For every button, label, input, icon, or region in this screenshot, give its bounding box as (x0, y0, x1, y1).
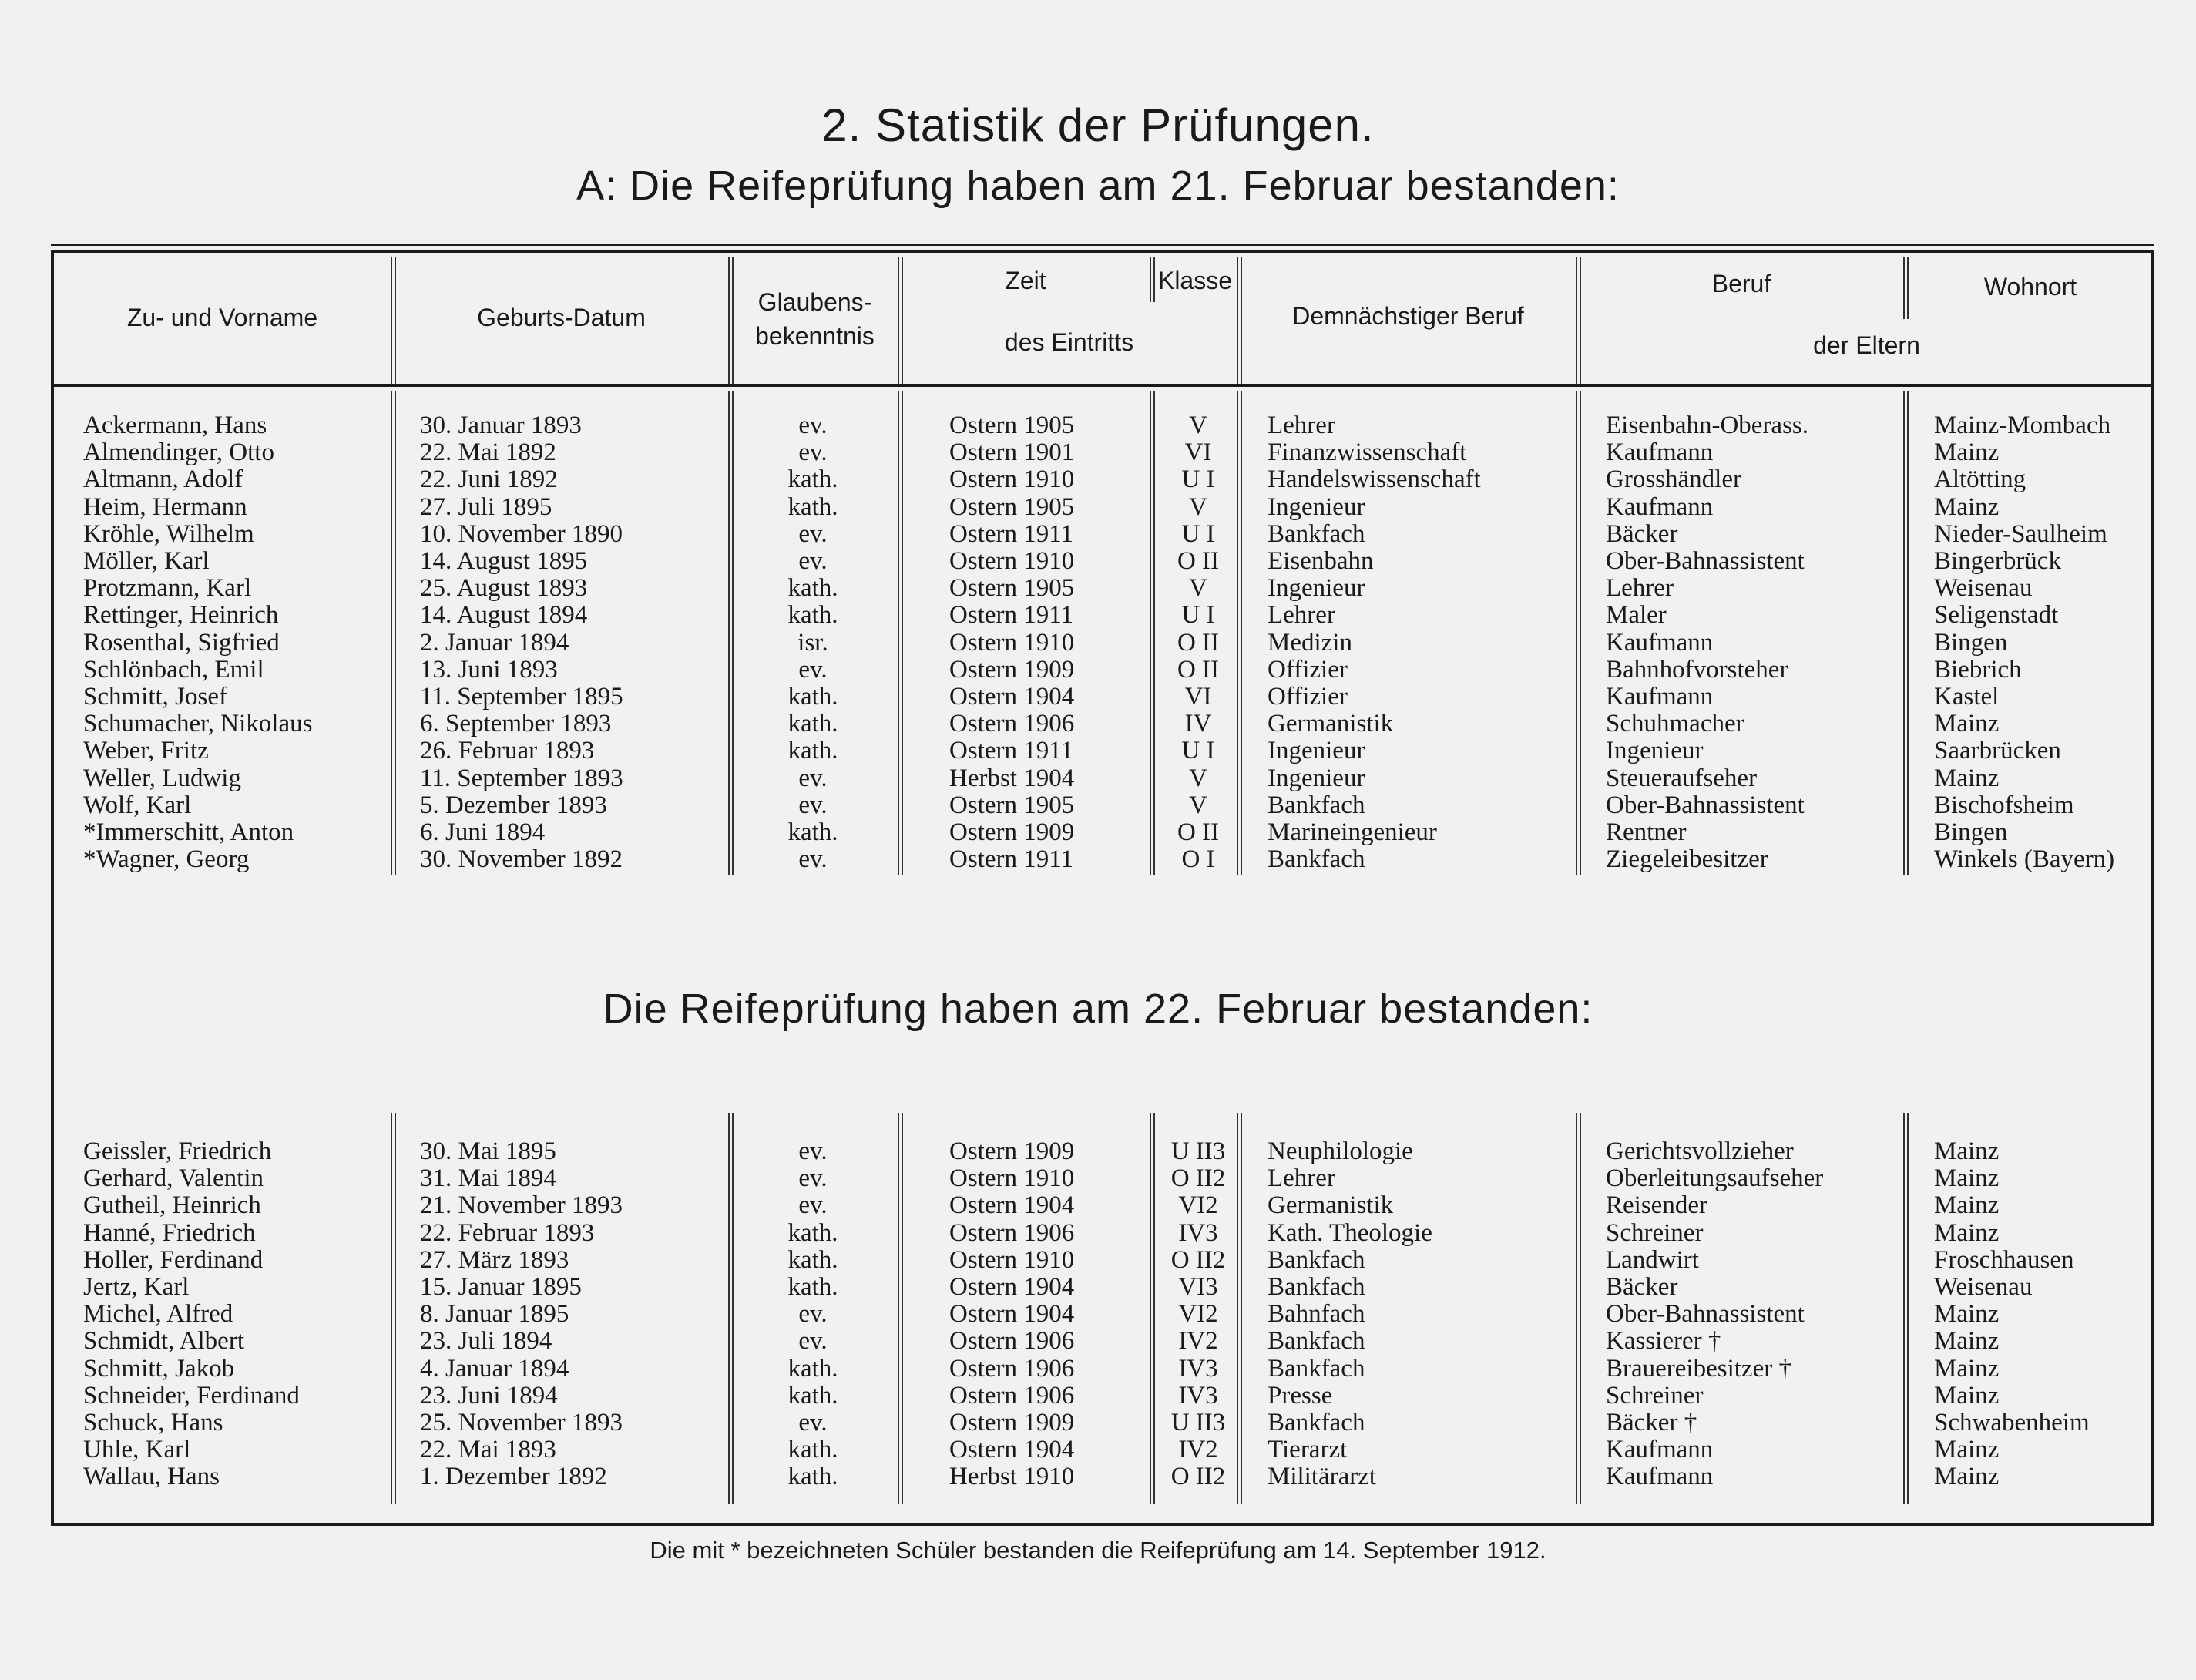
student-name: Wallau, Hans (83, 1463, 220, 1491)
table-row (0, 466, 2196, 493)
entry-time: Ostern 1906 (949, 1354, 1075, 1383)
birth-date: 27. März 1893 (420, 1245, 569, 1274)
residence: Biebrich (1934, 655, 2022, 684)
religion: kath. (787, 465, 838, 494)
header-religion-2: bekenntnis (755, 322, 875, 350)
student-name: Gerhard, Valentin (83, 1164, 264, 1193)
residence: Mainz (1934, 492, 2000, 521)
entry-time: Ostern 1911 (949, 737, 1074, 765)
table-row (0, 1383, 2196, 1410)
parent-profession: Maler (1606, 601, 1667, 630)
religion: ev. (798, 1164, 828, 1193)
birth-date: 25. November 1893 (420, 1409, 623, 1436)
parent-profession: Oberleitungsaufseher (1606, 1164, 1824, 1193)
parent-profession: Kaufmann (1606, 628, 1714, 657)
table-row (0, 1328, 2196, 1355)
student-name: *Wagner, Georg (83, 845, 250, 874)
entry-time: Herbst 1904 (949, 764, 1075, 792)
student-name: *Immerschitt, Anton (83, 818, 294, 846)
parent-profession: Steueraufseher (1606, 764, 1758, 792)
header-name: Zu- und Vorname (126, 304, 318, 331)
birth-date: 6. September 1893 (420, 710, 612, 738)
entry-time: Ostern 1910 (949, 1164, 1075, 1193)
future-profession: Lehrer (1268, 601, 1335, 630)
table-row (0, 1192, 2196, 1219)
future-profession: Handelswissenschaft (1268, 465, 1481, 494)
birth-date: 10. November 1890 (420, 519, 623, 548)
birth-date: 23. Juli 1894 (420, 1327, 552, 1356)
residence: Mainz (1934, 438, 2000, 467)
future-profession: Ingenieur (1268, 574, 1365, 603)
future-profession: Offizier (1268, 683, 1348, 711)
entry-class: V (1189, 412, 1207, 439)
residence: Mainz (1934, 1218, 2000, 1247)
entry-time: Ostern 1905 (949, 791, 1075, 819)
future-profession: Finanzwissenschaft (1268, 438, 1467, 467)
student-name: Rettinger, Heinrich (83, 601, 279, 630)
page-heading: 2. Statistik der Prüfungen. (821, 99, 1375, 151)
table-row (0, 602, 2196, 629)
religion: ev. (798, 791, 828, 819)
entry-class: V (1189, 764, 1207, 792)
religion: kath. (787, 710, 838, 738)
parent-profession: Lehrer (1606, 574, 1674, 603)
header-entry: des Eintritts (1004, 328, 1134, 356)
parent-profession: Brauereibesitzer † (1606, 1354, 1791, 1383)
parent-profession: Reisender (1606, 1191, 1707, 1220)
entry-time: Ostern 1910 (949, 1245, 1075, 1274)
birth-date: 15. Januar 1895 (420, 1273, 582, 1301)
entry-class: VI (1184, 438, 1212, 467)
entry-time: Ostern 1910 (949, 628, 1075, 657)
future-profession: Bankfach (1268, 1354, 1365, 1383)
parent-profession: Kaufmann (1606, 1463, 1714, 1491)
future-profession: Eisenbahn (1268, 547, 1374, 575)
residence: Mainz-Mombach (1934, 412, 2111, 439)
religion: ev. (798, 1191, 828, 1220)
student-name: Almendinger, Otto (83, 438, 274, 467)
table-row (0, 765, 2196, 792)
birth-date: 8. Januar 1895 (420, 1300, 569, 1329)
birth-date: 11. September 1895 (420, 683, 623, 711)
entry-time: Ostern 1904 (949, 1273, 1075, 1301)
residence: Kastel (1934, 683, 2000, 711)
residence: Mainz (1934, 710, 2000, 738)
table-row (0, 412, 2196, 439)
residence: Altötting (1934, 465, 2026, 494)
parent-profession: Schreiner (1606, 1218, 1704, 1247)
religion: kath. (787, 818, 838, 846)
entry-class: IV2 (1178, 1436, 1218, 1464)
future-profession: Bankfach (1268, 845, 1365, 874)
entry-time: Ostern 1910 (949, 465, 1075, 494)
table-row (0, 1165, 2196, 1192)
entry-time: Ostern 1911 (949, 845, 1074, 874)
entry-class: IV3 (1178, 1381, 1218, 1410)
residence: Mainz (1934, 764, 2000, 792)
student-name: Schumacher, Nikolaus (83, 710, 313, 738)
birth-date: 30. Januar 1893 (420, 412, 582, 439)
table-row (0, 738, 2196, 764)
entry-class: VI3 (1178, 1273, 1218, 1301)
table-row (0, 494, 2196, 521)
residence: Bischofsheim (1934, 791, 2074, 819)
entry-class: O II2 (1170, 1463, 1226, 1491)
entry-class: V (1189, 492, 1207, 521)
entry-class: VI (1184, 683, 1212, 711)
birth-date: 22. Februar 1893 (420, 1218, 595, 1247)
residence: Bingerbrück (1934, 547, 2061, 575)
birth-date: 1. Dezember 1892 (420, 1463, 607, 1491)
student-name: Rosenthal, Sigfried (83, 628, 280, 657)
religion: kath. (787, 492, 838, 521)
birth-date: 22. Juni 1892 (420, 465, 558, 494)
parent-profession: Ingenieur (1606, 737, 1704, 765)
residence: Seligenstadt (1934, 601, 2059, 630)
entry-time: Ostern 1909 (949, 818, 1075, 846)
student-name: Altmann, Adolf (83, 465, 243, 494)
section-b-title: Die Reifeprüfung haben am 22. Februar bestanden: (603, 986, 1593, 1032)
entry-time: Ostern 1911 (949, 601, 1074, 630)
entry-time: Ostern 1906 (949, 1327, 1075, 1356)
header-parent-job: Beruf (1711, 270, 1771, 297)
entry-time: Ostern 1910 (949, 547, 1075, 575)
header-time: Zeit (1005, 267, 1046, 294)
religion: kath. (787, 1463, 838, 1491)
table-row (0, 657, 2196, 684)
residence: Winkels (Bayern) (1934, 845, 2115, 874)
residence: Mainz (1934, 1463, 2000, 1491)
entry-class: VI2 (1178, 1191, 1218, 1220)
entry-class: IV3 (1178, 1218, 1218, 1247)
entry-time: Ostern 1904 (949, 1436, 1075, 1464)
future-profession: Offizier (1268, 655, 1348, 684)
student-name: Möller, Karl (83, 547, 210, 575)
birth-date: 11. September 1893 (420, 764, 623, 792)
future-profession: Germanistik (1268, 710, 1394, 738)
religion: ev. (798, 655, 828, 684)
residence: Saarbrücken (1934, 737, 2061, 765)
table-row (0, 439, 2196, 466)
birth-date: 14. August 1894 (420, 601, 588, 630)
entry-class: IV3 (1178, 1354, 1218, 1383)
entry-time: Ostern 1905 (949, 412, 1075, 439)
religion: kath. (787, 1273, 838, 1301)
religion: kath. (787, 1381, 838, 1410)
entry-class: U I (1181, 465, 1215, 494)
table-row (0, 1220, 2196, 1247)
future-profession: Ingenieur (1268, 764, 1365, 792)
residence: Schwabenheim (1934, 1409, 2090, 1436)
religion: ev. (798, 845, 828, 874)
religion: ev. (798, 1327, 828, 1356)
future-profession: Bankfach (1268, 1273, 1365, 1301)
header-class: Klasse (1157, 267, 1233, 294)
student-name: Schlönbach, Emil (83, 655, 264, 684)
entry-class: U I (1181, 519, 1215, 548)
table-row (0, 548, 2196, 575)
future-profession: Bankfach (1268, 519, 1365, 548)
birth-date: 5. Dezember 1893 (420, 791, 607, 819)
future-profession: Lehrer (1268, 412, 1335, 439)
residence: Bingen (1934, 818, 2008, 846)
religion: ev. (798, 1137, 828, 1165)
parent-profession: Ober-Bahnassistent (1606, 547, 1805, 575)
religion: kath. (787, 1354, 838, 1383)
religion: ev. (798, 547, 828, 575)
residence: Weisenau (1934, 574, 2033, 603)
entry-time: Ostern 1906 (949, 1381, 1075, 1410)
table-row (0, 1247, 2196, 1274)
future-profession: Marineingenieur (1268, 818, 1437, 846)
entry-class: V (1189, 791, 1207, 819)
parent-profession: Grosshändler (1606, 465, 1741, 494)
future-profession: Bankfach (1268, 1245, 1365, 1274)
birth-date: 14. August 1895 (420, 547, 588, 575)
table-row (0, 819, 2196, 846)
entry-class: O I (1181, 845, 1215, 874)
future-profession: Kath. Theologie (1268, 1218, 1432, 1247)
parent-profession: Bäcker (1606, 519, 1678, 548)
religion: ev. (798, 764, 828, 792)
entry-time: Ostern 1905 (949, 574, 1075, 603)
entry-class: O II (1177, 547, 1220, 575)
parent-profession: Bahnhofvorsteher (1606, 655, 1788, 684)
footnote: Die mit * bezeichneten Schüler bestanden die Reifeprüfung am 14. September 1912. (650, 1537, 1546, 1564)
religion: ev. (798, 1300, 828, 1329)
birth-date: 2. Januar 1894 (420, 628, 569, 657)
entry-class: O II2 (1170, 1164, 1226, 1193)
student-name: Weller, Ludwig (83, 764, 241, 792)
parent-profession: Landwirt (1606, 1245, 1699, 1274)
parent-profession: Eisenbahn-Oberass. (1606, 412, 1809, 439)
entry-time: Ostern 1906 (949, 710, 1075, 738)
entry-class: IV (1184, 710, 1212, 738)
entry-class: O II (1177, 628, 1220, 657)
residence: Mainz (1934, 1327, 2000, 1356)
entry-class: V (1189, 574, 1207, 603)
table-row (0, 684, 2196, 711)
future-profession: Ingenieur (1268, 737, 1365, 765)
entry-time: Ostern 1906 (949, 1218, 1075, 1247)
header-bottom-rule (54, 384, 2151, 387)
birth-date: 25. August 1893 (420, 574, 588, 603)
entry-class: U I (1181, 737, 1215, 765)
future-profession: Medizin (1268, 628, 1352, 657)
future-profession: Bankfach (1268, 1327, 1365, 1356)
future-profession: Presse (1268, 1381, 1333, 1410)
residence: Mainz (1934, 1300, 2000, 1329)
entry-time: Ostern 1911 (949, 519, 1074, 548)
birth-date: 4. Januar 1894 (420, 1354, 569, 1383)
entry-class: U I (1181, 601, 1215, 630)
entry-time: Ostern 1904 (949, 683, 1075, 711)
table-row (0, 1410, 2196, 1436)
student-name: Ackermann, Hans (83, 412, 267, 439)
birth-date: 30. Mai 1895 (420, 1137, 556, 1165)
entry-class: O II (1177, 655, 1220, 684)
header-residence: Wohnort (1983, 273, 2077, 301)
future-profession: Bankfach (1268, 791, 1365, 819)
entry-class: O II (1177, 818, 1220, 846)
table-row (0, 1301, 2196, 1328)
student-name: Hanné, Friedrich (83, 1218, 256, 1247)
parent-profession: Kassierer † (1606, 1327, 1721, 1356)
entry-class: VI2 (1178, 1300, 1218, 1329)
parent-profession: Gerichtsvollzieher (1606, 1137, 1794, 1165)
birth-date: 23. Juni 1894 (420, 1381, 558, 1410)
entry-class: IV2 (1178, 1327, 1218, 1356)
religion: ev. (798, 438, 828, 467)
parent-profession: Kaufmann (1606, 683, 1714, 711)
student-name: Kröhle, Wilhelm (83, 519, 254, 548)
student-name: Schneider, Ferdinand (83, 1381, 300, 1410)
entry-time: Herbst 1910 (949, 1463, 1075, 1491)
religion: kath. (787, 1218, 838, 1247)
parent-profession: Bäcker † (1606, 1409, 1697, 1436)
entry-time: Ostern 1904 (949, 1191, 1075, 1220)
birth-date: 27. Juli 1895 (420, 492, 552, 521)
parent-profession: Ziegeleibesitzer (1606, 845, 1768, 874)
table-row (0, 1274, 2196, 1301)
birth-date: 6. Juni 1894 (420, 818, 546, 846)
entry-time: Ostern 1904 (949, 1300, 1075, 1329)
entry-class: U II3 (1170, 1137, 1226, 1165)
entry-time: Ostern 1901 (949, 438, 1075, 467)
parent-profession: Schreiner (1606, 1381, 1704, 1410)
student-name: Protzmann, Karl (83, 574, 252, 603)
table-row (0, 521, 2196, 548)
birth-date: 30. November 1892 (420, 845, 623, 874)
residence: Mainz (1934, 1354, 2000, 1383)
future-profession: Ingenieur (1268, 492, 1365, 521)
student-name: Schuck, Hans (83, 1409, 223, 1436)
religion: ev. (798, 519, 828, 548)
table-row (0, 1463, 2196, 1490)
birth-date: 21. November 1893 (420, 1191, 623, 1220)
future-profession: Germanistik (1268, 1191, 1394, 1220)
religion: kath. (787, 683, 838, 711)
residence: Bingen (1934, 628, 2008, 657)
student-name: Wolf, Karl (83, 791, 192, 819)
student-name: Uhle, Karl (83, 1436, 191, 1464)
entry-time: Ostern 1905 (949, 492, 1075, 521)
table-row (0, 846, 2196, 873)
birth-date: 31. Mai 1894 (420, 1164, 556, 1193)
entry-time: Ostern 1909 (949, 1409, 1075, 1436)
residence: Mainz (1934, 1381, 2000, 1410)
religion: kath. (787, 601, 838, 630)
parent-profession: Rentner (1606, 818, 1687, 846)
entry-class: U II3 (1170, 1409, 1226, 1436)
student-name: Weber, Fritz (83, 737, 209, 765)
future-profession: Bahnfach (1268, 1300, 1365, 1329)
student-name: Geissler, Friedrich (83, 1137, 272, 1165)
residence: Froschhausen (1934, 1245, 2074, 1274)
religion: ev. (798, 412, 828, 439)
table-top-rule (51, 244, 2154, 246)
table-row (0, 1436, 2196, 1463)
religion: ev. (798, 1409, 828, 1436)
parent-profession: Bäcker (1606, 1273, 1678, 1301)
header-religion-1: Glaubens- (757, 288, 872, 316)
table-row (0, 1138, 2196, 1165)
student-name: Schmitt, Jakob (83, 1354, 235, 1383)
birth-date: 22. Mai 1893 (420, 1436, 556, 1464)
birth-date: 26. Februar 1893 (420, 737, 595, 765)
birth-date: 13. Juni 1893 (420, 655, 558, 684)
religion: kath. (787, 1436, 838, 1464)
future-profession: Tierarzt (1268, 1436, 1348, 1464)
table-row (0, 630, 2196, 657)
parent-profession: Kaufmann (1606, 438, 1714, 467)
table-row (0, 711, 2196, 738)
table-row (0, 575, 2196, 602)
residence: Mainz (1934, 1164, 2000, 1193)
parent-profession: Schuhmacher (1606, 710, 1744, 738)
residence: Nieder-Saulheim (1934, 519, 2107, 548)
entry-class: O II2 (1170, 1245, 1226, 1274)
residence: Mainz (1934, 1191, 2000, 1220)
future-profession: Militärarzt (1268, 1463, 1377, 1491)
student-name: Jertz, Karl (83, 1273, 190, 1301)
entry-time: Ostern 1909 (949, 1137, 1075, 1165)
parent-profession: Kaufmann (1606, 1436, 1714, 1464)
future-profession: Bankfach (1268, 1409, 1365, 1436)
religion: kath. (787, 737, 838, 765)
religion: kath. (787, 1245, 838, 1274)
residence: Mainz (1934, 1436, 2000, 1464)
student-name: Holler, Ferdinand (83, 1245, 264, 1274)
student-name: Gutheil, Heinrich (83, 1191, 261, 1220)
header-birth: Geburts-Datum (477, 304, 646, 331)
student-name: Schmidt, Albert (83, 1327, 244, 1356)
residence: Mainz (1934, 1137, 2000, 1165)
student-name: Heim, Hermann (83, 492, 247, 521)
religion: kath. (787, 574, 838, 603)
residence: Weisenau (1934, 1273, 2033, 1301)
parent-profession: Ober-Bahnassistent (1606, 791, 1805, 819)
entry-time: Ostern 1909 (949, 655, 1075, 684)
section-a-title: A: Die Reifeprüfung haben am 21. Februar bestanden: (576, 163, 1620, 209)
table-row (0, 792, 2196, 819)
table-row (0, 1356, 2196, 1383)
student-name: Michel, Alfred (83, 1300, 233, 1329)
header-parents: der Eltern (1813, 331, 1920, 359)
student-name: Schmitt, Josef (83, 683, 227, 711)
parent-profession: Kaufmann (1606, 492, 1714, 521)
birth-date: 22. Mai 1892 (420, 438, 556, 467)
future-profession: Lehrer (1268, 1164, 1335, 1193)
header-future: Demnächstiger Beruf (1292, 302, 1524, 330)
religion: isr. (797, 628, 828, 657)
parent-profession: Ober-Bahnassistent (1606, 1300, 1805, 1329)
future-profession: Neuphilologie (1268, 1137, 1413, 1165)
